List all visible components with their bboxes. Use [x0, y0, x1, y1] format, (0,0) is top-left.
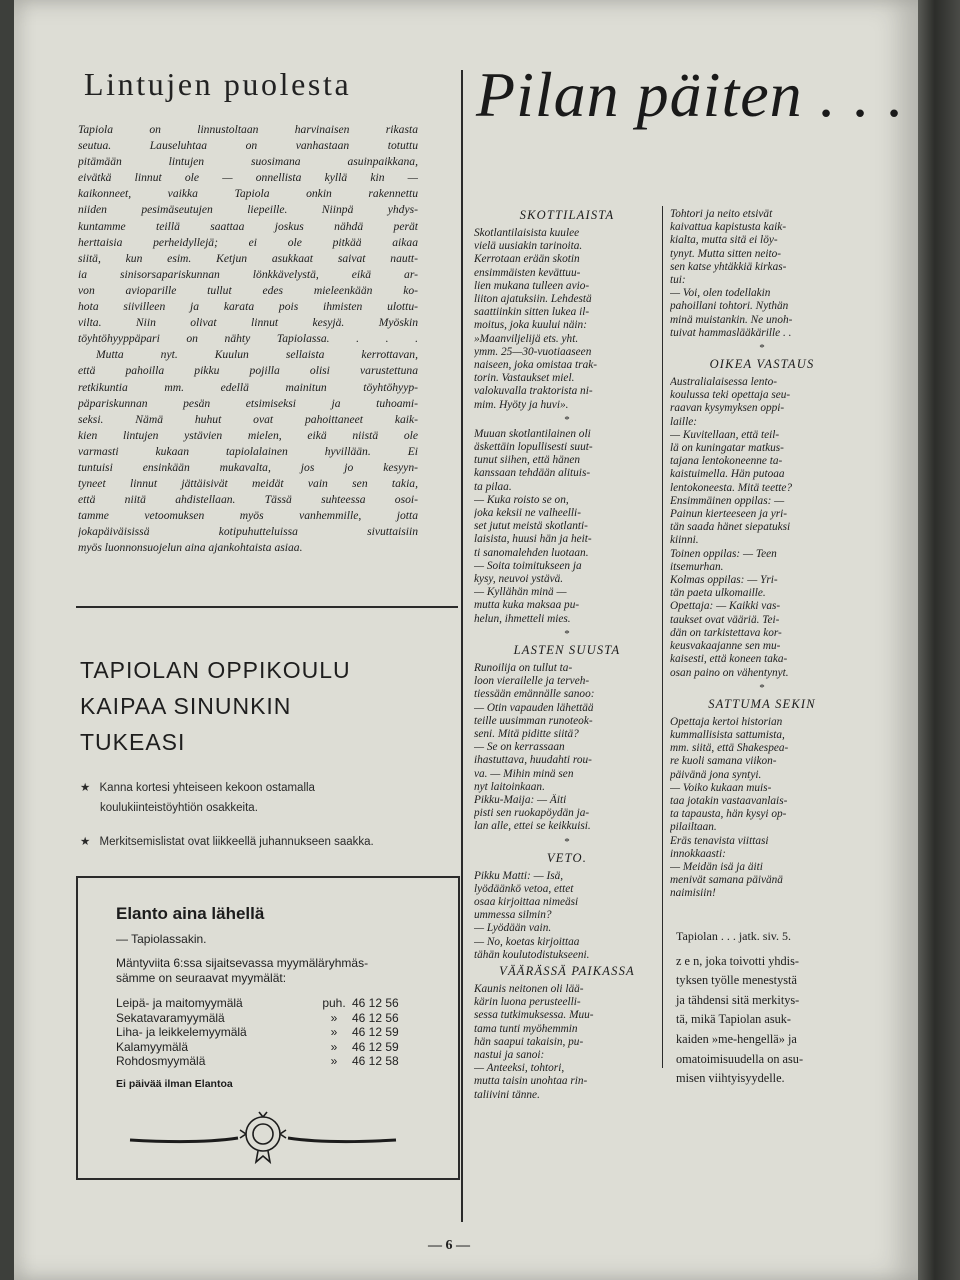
continuation-label: Tapiolan . . . jatk. siv. 5.	[676, 928, 792, 943]
article-line: että niitä ahdistellaan. Tässä suhteessa osoi-	[78, 493, 418, 507]
text-line: Opettaja: — Kaikki vas-	[670, 600, 781, 613]
article-title: Lintujen puolesta	[84, 66, 352, 102]
ad-subtitle: — Tapiolassakin.	[116, 932, 207, 946]
article-line: herttaisia perheidyllejä; ei ole pitkää aikaa	[78, 235, 418, 249]
text-line: lien mukana tulleen avio-	[474, 279, 590, 292]
text-line: Ensimmäinen oppilas: —	[670, 494, 785, 507]
text-line: mim. Hyöty ja huvi».	[474, 398, 569, 411]
text-line: liiton ajatuksiin. Lehdestä	[474, 293, 592, 306]
text-line: ja tähdensi sitä merkitys-	[676, 992, 800, 1007]
shop-phone: 46 12 58	[352, 1054, 399, 1068]
separator-asterisk: *	[759, 681, 765, 694]
text-line: — Se on kerrassaan	[474, 741, 565, 754]
text-line: va. — Mihin minä sen	[474, 767, 574, 780]
separator-asterisk: *	[564, 627, 570, 640]
text-line: — Voi, olen todellakin	[670, 287, 771, 300]
text-line: taa jotakin vastaavanlais-	[670, 794, 788, 807]
text-line: Pikku-Maija: — Äiti	[474, 793, 567, 806]
article-line: tamme vetoomuksen myös vanhemmille, jotta	[78, 509, 418, 523]
ad-slogan: Ei päivää ilman Elantoa	[116, 1078, 233, 1090]
text-line: loon vierailelle ja terveh-	[474, 675, 590, 688]
text-line: pilailtaan.	[670, 821, 717, 834]
text-line: kanssaan tehdään alituis-	[474, 467, 591, 480]
text-line: lentokoneesta. Mitä teette?	[670, 481, 793, 494]
shop-phone-prefix: »	[330, 1039, 338, 1054]
text-line: ensimmäisten kevättuu-	[474, 266, 581, 279]
ad-intro-1: Mäntyviita 6:ssa sijaitsevassa myymäläryhmäs-	[116, 956, 369, 970]
shop-phone-prefix: »	[330, 1010, 338, 1025]
text-line: — Kuvitellaan, että teil-	[670, 428, 780, 441]
shop-phone: 46 12 59	[352, 1039, 399, 1054]
separator-asterisk: *	[564, 413, 570, 426]
text-line: moitus, joka kuului näin:	[474, 319, 587, 332]
text-line: tyksen työlle menestystä	[676, 973, 797, 988]
appeal-bullet2: Merkitsemislistat ovat liikkeellä juhannukseen saakka.	[99, 836, 374, 848]
shop-phone: 46 12 56	[352, 1010, 399, 1025]
text-line: dän on tarkistettava kor-	[670, 626, 782, 639]
text-line: omatoimisuudella on asu-	[676, 1051, 804, 1066]
text-line: kummallisista sattumista,	[670, 728, 785, 741]
text-line: teille uusimman runoteok-	[474, 714, 593, 727]
article-body	[78, 122, 418, 557]
article-line: että pahoilla pikku pojilla olisi varustettuna	[78, 364, 418, 378]
text-line: — Anteeksi, tohtori,	[474, 1062, 565, 1075]
text-line: joka keksii ne valheelli-	[474, 507, 581, 520]
section-heading: SKOTTILAISTA	[519, 208, 615, 222]
article-line: kien lintujen ystävien mielen, eikä niistä ole	[78, 428, 418, 442]
ad-shop-row	[116, 1040, 436, 1055]
text-line: kaisesti, että koneen taka-	[670, 653, 788, 666]
text-line: pahoillani tohtori. Nythän	[670, 300, 789, 313]
section-heading: VÄÄRÄSSÄ PAIKASSA	[499, 963, 635, 978]
shop-phone-prefix: »	[330, 1025, 338, 1039]
shop-name: Leipä- ja maitomyymälä	[116, 996, 243, 1010]
ad-title: Elanto aina lähellä	[116, 904, 265, 923]
article-line: niiden pesimäseutujen liepeille. Niinpä yhdys-	[78, 203, 418, 217]
text-line: ti sanomalehden luotaan.	[474, 546, 589, 559]
text-line: lyödäänkö vetoa, ettet	[474, 882, 574, 895]
appeal-headline-line2: KAIPAA SINUNKIN	[80, 693, 292, 719]
text-line: helun, ihmetteli mies.	[474, 612, 571, 625]
text-line: laisista, huusi hän ja heit-	[474, 533, 592, 546]
text-line: ta pilaa.	[474, 480, 512, 493]
text-line: tama tunti myöhemmin	[474, 1022, 578, 1035]
text-line: mutta taisin unohtaa rin-	[474, 1075, 588, 1088]
article-line: pitämään lintujen suosimana asuinpaikkana,	[78, 155, 418, 169]
text-line: ihastuttava, huudahti rou-	[474, 754, 592, 767]
text-line: kaiden »me-hengellä» ja	[676, 1031, 797, 1046]
text-line: naiseen, joka omistaa trak-	[474, 359, 597, 372]
text-line: äskettäin lopullisesti suut-	[474, 441, 593, 454]
text-line: Kaunis neitonen oli lää-	[474, 982, 584, 995]
text-line: keusvakaajanne sen mu-	[670, 640, 781, 653]
text-line: laille:	[670, 415, 697, 428]
text-line: menivät samana päivänä	[670, 874, 783, 887]
article-line: siitä, kun esim. Ketjun asukkaat saivat nautt-	[78, 251, 418, 265]
appeal-bullet1-b: koulukiinteistöyhtiön osakkeita.	[100, 802, 258, 814]
article-line: jokapäiväisissä kotipuhutteluissa sivuttaisiin	[78, 525, 418, 539]
shop-phone-prefix: »	[330, 1054, 338, 1068]
text-line: — Meidän isä ja äiti	[670, 860, 763, 873]
text-line: taliivini tänne.	[474, 1088, 540, 1101]
text-line: re kuoli samana viikon-	[670, 755, 777, 768]
text-line: päivänä jona syntyi.	[670, 768, 762, 781]
section-heading: LASTEN SUUSTA	[513, 642, 621, 657]
text-line: — No, koetas kirjoittaa	[474, 935, 580, 948]
article-line: seutua. Lauseluhtaa on vanhastaan totuttu	[78, 139, 418, 153]
text-line: nastui ja sanoi:	[474, 1048, 545, 1061]
text-line: seni. Mitä piditte siitä?	[474, 727, 579, 740]
text-line: — Otin vapauden lähettää	[474, 701, 594, 714]
text-line: Opettaja kertoi historian	[670, 715, 783, 728]
text-line: ymm. 25—30-vuotiaaseen	[474, 345, 592, 358]
text-line: lan alle, ettei se keikkuisi.	[474, 820, 591, 833]
text-line: koulussa teki opettaja seu-	[670, 389, 791, 402]
text-line: kärin luona perusteelli-	[474, 996, 581, 1009]
appeal-headline-line1: TAPIOLAN OPPIKOULU	[80, 657, 351, 683]
shop-phone: 46 12 59	[352, 1025, 399, 1039]
text-line: — Soita toimitukseen ja	[474, 559, 582, 572]
text-line: Tohtori ja neito etsivät	[670, 208, 773, 220]
book-spine	[918, 0, 960, 1280]
text-line: raavan kysymyksen oppi-	[670, 402, 785, 415]
elanto-ad	[76, 876, 460, 1180]
elanto-flower-logo	[128, 1110, 398, 1166]
text-line: valokuvalla traktorista ni-	[474, 385, 593, 398]
text-line: misen viihtyisyydelle.	[676, 1071, 785, 1086]
text-line: Kolmas oppilas: — Yri-	[670, 574, 778, 587]
humor-column-1	[474, 206, 660, 1102]
humor-column-2	[670, 208, 854, 1089]
text-line: Painun kierteeseen ja yri-	[670, 508, 788, 521]
appeal-bullet1-a: Kanna kortesi yhteiseen kekoon ostamalla	[99, 782, 315, 794]
article-line: tyneet linnut jättäisivät meidät vain sen takia,	[78, 477, 418, 491]
text-line: kaistuimella. Hän putoaa	[670, 468, 785, 481]
section-heading: SATTUMA SEKIN	[708, 696, 816, 711]
text-line: osaa kirjoittaa nimeäsi	[474, 895, 579, 908]
text-line: — Lyödään vain.	[474, 922, 552, 935]
text-line: »Maanviljelijä ets. yht.	[474, 332, 579, 345]
text-line: sessa tutkimuksessa. Muu-	[474, 1009, 594, 1022]
column-divider-2	[662, 206, 663, 1068]
text-line: vielä uusiakin tarinoita.	[474, 240, 583, 253]
text-line: sen katse yhtäkkiä kirkas-	[670, 260, 787, 273]
text-line: kiinni.	[670, 534, 699, 547]
article-line: tuntuisi ensinkään mukavalta, jos jo kesyyn-	[78, 460, 418, 474]
shop-phone-prefix: puh.	[322, 996, 346, 1010]
text-line: tuivat hammaslääkärille . .	[670, 326, 792, 339]
article-line: kuntamme teillä saattaa joskus nähdä perät	[78, 219, 418, 233]
text-line: torin. Vastaukset miel.	[474, 372, 575, 385]
article-line: töyhtöhyyppäpari on nähty Tapiolassa. . . .	[78, 332, 418, 346]
text-line: — Kuka roisto se on,	[474, 493, 569, 506]
text-line: Australialaisessa lento-	[670, 376, 778, 389]
text-line: Skotlantilaisista kuulee	[474, 227, 580, 239]
shop-name: Kalamyymälä	[116, 1039, 189, 1054]
text-line: Pikku Matti: — Isä,	[474, 869, 564, 882]
text-line: set jutut meistä skotlanti-	[474, 520, 588, 533]
separator-asterisk: *	[564, 835, 570, 848]
text-line: tunut siihen, että hänen	[474, 454, 581, 467]
article-line: kaikonneet, vaikka Tapiola onkin rakennettu	[78, 187, 418, 201]
text-line: mm. siitä, että Shakespea-	[670, 742, 789, 755]
ad-shop-list	[116, 996, 436, 1069]
article-line: päpariskunnan pesän etsimiseksi ja tuhoami-	[78, 396, 418, 410]
text-line: mutta kuka maksaa pu-	[474, 599, 580, 612]
text-line: Toinen oppilas: — Teen	[670, 547, 777, 560]
text-line: tän paeta ulkomaille.	[670, 587, 766, 600]
text-line: ta tapausta, hän kysyi op-	[670, 808, 787, 821]
text-line: taukset ovat vääriä. Tei-	[670, 613, 780, 626]
article-line: Tapiola on linnustoltaan harvinaisen rikasta	[78, 123, 418, 136]
article-line: varmasti kukaan tapiolalainen hyvillään. Ei	[78, 444, 418, 458]
text-line: saattiinkin sitten lukea il-	[474, 306, 590, 319]
shop-name: Sekatavaramyymälä	[116, 1010, 225, 1025]
text-line: tä, mikä Tapiolan asuk-	[676, 1012, 792, 1027]
section-heading: VETO.	[546, 850, 588, 865]
text-line: Kerrotaan erään skotin	[474, 253, 580, 266]
star-bullet-icon: ★	[80, 782, 91, 794]
text-line: pisti sen ruokapöydän ja-	[474, 807, 590, 820]
text-line: osan paino on vähentynyt.	[670, 666, 789, 679]
text-line: Eräs tenavista viittasi	[670, 834, 769, 847]
text-line: ummessa silmin?	[474, 909, 552, 922]
text-line: minä muistankin. Ne unoh-	[670, 313, 793, 326]
humor-title: Pilan päiten . . .	[476, 59, 905, 130]
column-divider	[461, 70, 463, 1222]
text-line: kaivattua kapistusta kaik-	[670, 221, 787, 234]
text-line: innokkaasti:	[670, 847, 726, 860]
text-line: nyt laitoinkaan.	[474, 780, 545, 793]
article-line: vilta. Niin olivat linnut kesyjä. Myöskin	[78, 316, 418, 330]
text-line: tynyt. Mutta sitten neito-	[670, 247, 782, 260]
page-number: — 6 —	[428, 1238, 470, 1253]
text-line: tiessään emännälle sanoo:	[474, 688, 595, 701]
text-line: z e n, joka toivotti yhdis-	[676, 953, 799, 968]
appeal-headline-line3: TUKEASI	[80, 729, 186, 755]
text-line: itsemurhan.	[670, 560, 724, 573]
shop-name: Liha- ja leikkelemyymälä	[116, 1025, 247, 1039]
text-line: tän saada hänet siepatuksi	[670, 521, 791, 534]
article-line: von avioparille tullut edes mieleenkään ko-	[78, 283, 418, 297]
article-line: myös luonnonsuojelun aina ajankohtaista asiaa.	[78, 541, 303, 555]
ad-shop-row	[116, 1011, 436, 1026]
text-line: lä on kuningatar matkus-	[670, 442, 784, 455]
article-line: hota siivilleen ja karata pois ihmisten ulottu-	[78, 300, 418, 314]
article-line: ia sinisorsapariskunnan lönkkävelystä, eikä ar-	[78, 267, 418, 281]
text-line: tui:	[670, 274, 686, 287]
appeal-block	[80, 652, 460, 852]
article-line: retkikuntia mm. edellä mainitun töyhtöhyyp-	[78, 380, 418, 394]
text-line: kysy, neuvoi ystävä.	[474, 573, 564, 586]
text-line: — Voiko kukaan muis-	[670, 781, 772, 794]
section-heading: OIKEA VASTAUS	[709, 357, 815, 372]
star-bullet-icon: ★	[80, 836, 91, 848]
text-line: tajana lentokoneenne ta-	[670, 455, 783, 468]
text-line: naimisiin!	[670, 887, 716, 900]
separator-asterisk: *	[759, 342, 765, 355]
article-line: Mutta nyt. Kuulun sellaista kerrottavan,	[96, 348, 418, 362]
ad-intro-2: sämme on seuraavat myymälät:	[116, 970, 287, 985]
ad-shop-row	[116, 1025, 436, 1040]
shop-phone: 46 12 56	[352, 996, 399, 1010]
ad-shop-row	[116, 996, 436, 1011]
text-line: — Kyllähän minä —	[474, 586, 567, 599]
article-line: eivätkä linnut ole — onnellista kyllä kin —	[78, 171, 418, 185]
text-line: tähän koulutodistukseeni.	[474, 948, 590, 961]
text-line: Runoilija on tullut ta-	[474, 661, 573, 674]
text-line: hän saapui takaisin, pu-	[474, 1035, 584, 1048]
divider-left	[76, 606, 458, 608]
article-line: seksi. Nämä huhut ovat pahoittaneet kaik-	[78, 412, 418, 426]
text-line: kialta, mutta sitä ei löy-	[670, 234, 778, 247]
shop-name: Rohdosmyymälä	[116, 1054, 206, 1068]
text-line: Muuan skotlantilainen oli	[474, 427, 591, 440]
ad-shop-row	[116, 1054, 436, 1069]
